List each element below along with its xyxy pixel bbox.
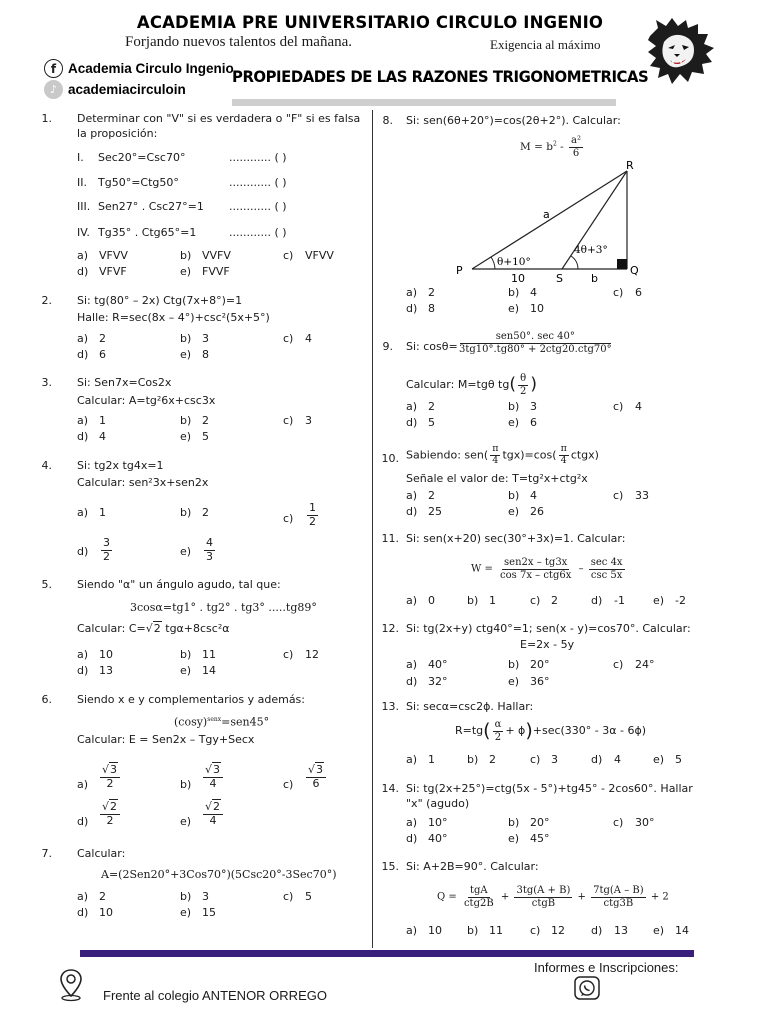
fraction-denominator: ctg2B bbox=[463, 897, 494, 909]
question-text: Si: sen(x+20) sec(30°+3x)=1. Calcular: bbox=[406, 532, 626, 545]
fraction-numerator: a² bbox=[571, 135, 581, 146]
calc-expression: tgα+8csc²α bbox=[165, 622, 230, 635]
option-value[interactable]: 1 bbox=[489, 594, 496, 607]
option-value[interactable]: 2 bbox=[551, 594, 558, 607]
fraction-numerator: tgA bbox=[469, 885, 488, 896]
option-letter: d) bbox=[591, 924, 603, 937]
option-value[interactable]: 40° bbox=[428, 832, 448, 845]
option-letter: a) bbox=[77, 414, 89, 427]
option-value[interactable]: 6 bbox=[635, 286, 642, 299]
option-value[interactable]: 14 bbox=[202, 664, 216, 677]
option-value[interactable]: 24° bbox=[635, 658, 655, 671]
equation: $M = b^2$ - $\frac{\text{a²}}{6}$ bbox=[520, 135, 581, 159]
option-value[interactable]: 2 bbox=[428, 400, 435, 413]
fraction-numerator: θ bbox=[520, 373, 527, 384]
option-value[interactable]: 4 bbox=[635, 400, 642, 413]
option-letter: e) bbox=[180, 664, 192, 677]
option-letter: e) bbox=[508, 675, 520, 688]
fraction-denominator: 2 bbox=[309, 514, 316, 528]
radicand: 2 bbox=[153, 622, 161, 635]
option-value[interactable]: 10 bbox=[99, 906, 113, 919]
fraction-denominator: 3 bbox=[206, 549, 213, 563]
question-number: 3. bbox=[41, 376, 52, 389]
option-value[interactable]: 33 bbox=[635, 489, 649, 502]
question-text: Determinar con "V" si es verdadera o "F" si es falsa la proposición: bbox=[77, 112, 361, 140]
option-letter: e) bbox=[653, 753, 665, 766]
option-letter: d) bbox=[591, 753, 603, 766]
option-letter: c) bbox=[283, 648, 294, 661]
option-letter: d) bbox=[406, 416, 418, 429]
question-number: 14. bbox=[381, 782, 399, 795]
item-text: Sec20°=Csc70° bbox=[98, 151, 186, 164]
radicand: 2 bbox=[110, 800, 118, 813]
fraction-numerator: 1 bbox=[309, 501, 316, 514]
equation bbox=[174, 712, 269, 730]
equation bbox=[471, 557, 627, 581]
option-letter: e) bbox=[180, 430, 192, 443]
question-text bbox=[406, 444, 599, 467]
option-letter: a) bbox=[406, 489, 418, 502]
fraction-numerator: 4 bbox=[206, 536, 213, 549]
question-number: 7. bbox=[41, 847, 52, 860]
item-blank[interactable]: ............ ( ) bbox=[229, 151, 287, 164]
question-text: Señale el valor de: T=tg²x+ctg²x bbox=[406, 472, 588, 485]
option-letter: a) bbox=[406, 594, 418, 607]
fraction-numerator: sec 4x bbox=[590, 557, 623, 568]
question-number: 15. bbox=[381, 860, 399, 873]
option-letter: c) bbox=[530, 924, 541, 937]
option-value[interactable]: 2 bbox=[489, 753, 496, 766]
option-letter: d) bbox=[591, 594, 603, 607]
question-text: Siendo x e y complementarios y además: bbox=[77, 693, 305, 706]
option-value[interactable]: 12 bbox=[551, 924, 565, 937]
option-value[interactable]: 36° bbox=[530, 675, 550, 688]
option-value[interactable]: -1 bbox=[614, 594, 625, 607]
option-value[interactable]: 1 bbox=[428, 753, 435, 766]
option-value[interactable]: 3 bbox=[551, 753, 558, 766]
fraction-denominator: 6 bbox=[312, 776, 320, 790]
angle-4theta-label: 4θ+3° bbox=[574, 244, 608, 256]
option-value[interactable]: 1 bbox=[99, 506, 106, 519]
calc-label: Calcular: M=tgθ tg bbox=[406, 378, 510, 391]
option-value[interactable]: 3 bbox=[202, 332, 209, 345]
option-letter: c) bbox=[613, 286, 624, 299]
equation-tail: + 2 bbox=[650, 891, 669, 903]
option-value[interactable]: 5 bbox=[428, 416, 435, 429]
equation bbox=[437, 885, 669, 909]
equation-exponent: senx bbox=[207, 716, 222, 723]
option-value[interactable]: 4 bbox=[305, 332, 312, 345]
option-value[interactable]: 20° bbox=[530, 658, 550, 671]
option-letter: d) bbox=[77, 348, 89, 361]
item-label: I. bbox=[77, 151, 84, 164]
question-text: Si: tg(2x+y) ctg40°=1; sen(x - y)=cos70°. Calcular: bbox=[406, 622, 691, 635]
option-letter: b) bbox=[508, 489, 520, 502]
question-text: Calcular: A=tg²6x+csc3x bbox=[77, 394, 216, 407]
tiktok-handle: academiacirculoin bbox=[68, 82, 186, 97]
column-divider bbox=[372, 110, 373, 948]
equation-lhs: R=tg bbox=[455, 724, 484, 737]
radicand: 2 bbox=[213, 800, 221, 813]
option-letter: c) bbox=[613, 658, 624, 671]
tiktok-icon: ♪ bbox=[44, 80, 63, 99]
fraction-numerator: 3tg(A + B) bbox=[516, 885, 571, 896]
option-value[interactable]: 45° bbox=[530, 832, 550, 845]
option-value[interactable]: 8 bbox=[428, 302, 435, 315]
option-value[interactable]: 4 bbox=[614, 753, 621, 766]
fraction-denominator: ctgB bbox=[531, 897, 556, 909]
equation: E=2x - 5y bbox=[520, 638, 575, 651]
option-letter: a) bbox=[406, 816, 418, 829]
calc-label: Calcular: C= bbox=[77, 622, 146, 635]
option-letter: c) bbox=[283, 890, 294, 903]
radicand: 3 bbox=[213, 763, 221, 776]
question-text: Calcular: E = Sen2x – Tgy+Secx bbox=[77, 733, 255, 746]
option-letter: a) bbox=[77, 648, 89, 661]
option-letter: c) bbox=[530, 594, 541, 607]
option-letter: b) bbox=[467, 924, 479, 937]
item-text: Tg50°=Ctg50° bbox=[98, 176, 179, 189]
option-letter: a) bbox=[77, 890, 89, 903]
option-value[interactable]: 26 bbox=[530, 505, 544, 518]
text-part: tgx)=cos( bbox=[502, 448, 557, 462]
option-letter: a) bbox=[77, 332, 89, 345]
question-text: Si: sen(6θ+20°)=cos(2θ+2°). Calcular: bbox=[406, 114, 621, 127]
whatsapp-icon[interactable] bbox=[574, 976, 600, 1003]
option-letter: d) bbox=[77, 906, 89, 919]
academy-title: ACADEMIA PRE UNIVERSITARIO CIRCULO INGENIO bbox=[136, 13, 604, 32]
option-value[interactable]: 5 bbox=[305, 890, 312, 903]
fraction-numerator: π bbox=[492, 443, 499, 454]
text-part: Sabiendo: sen( bbox=[406, 448, 489, 462]
address: Frente al colegio ANTENOR ORREGO bbox=[103, 988, 327, 1003]
vertex-P: P bbox=[456, 264, 463, 277]
vertex-S: S bbox=[556, 272, 563, 283]
question-number: 10. bbox=[381, 452, 399, 465]
option-letter: e) bbox=[180, 348, 192, 361]
item-blank[interactable]: ............ ( ) bbox=[229, 226, 287, 239]
fraction-denominator: 4 bbox=[560, 454, 567, 466]
option-value[interactable]: 4 bbox=[99, 430, 106, 443]
question-number: 1. bbox=[41, 112, 52, 125]
option-letter: d) bbox=[77, 265, 89, 278]
fraction-denominator: 6 bbox=[572, 147, 580, 159]
option-letter: e) bbox=[508, 832, 520, 845]
radicand: 3 bbox=[110, 763, 118, 776]
option-value[interactable]: 10 bbox=[99, 648, 113, 661]
question-text: Si: A+2B=90°. Calcular: bbox=[406, 860, 539, 873]
option-value[interactable]: 13 bbox=[614, 924, 628, 937]
question-text: Si: Sen7x=Cos2x bbox=[77, 376, 172, 389]
option-value[interactable]: 14 bbox=[675, 924, 689, 937]
question-number: 13. bbox=[381, 700, 399, 713]
option-letter: b) bbox=[180, 506, 192, 519]
option-letter: d) bbox=[77, 545, 89, 558]
equation: A=(2Sen20°+3Cos70°)(5Csc20°-3Sec70°) bbox=[101, 868, 337, 881]
option-value[interactable]: 4 bbox=[530, 489, 537, 502]
option-value[interactable]: $\frac{√2}{2}$ bbox=[98, 801, 122, 827]
question-text: Siendo "α" un ángulo agudo, tal que: bbox=[77, 578, 281, 591]
option-value[interactable]: 8 bbox=[202, 348, 209, 361]
option-value[interactable]: $\frac{√3}{2}$ bbox=[98, 764, 122, 790]
option-value[interactable]: 6 bbox=[530, 416, 537, 429]
location-icon bbox=[58, 968, 84, 1005]
page-title: PROPIEDADES DE LAS RAZONES TRIGONOMETRICAS bbox=[232, 67, 649, 86]
option-letter: b) bbox=[508, 816, 520, 829]
fraction-denominator: 3tg10°.tg80° + 2ctg20.ctg70° bbox=[459, 343, 612, 355]
option-letter: b) bbox=[180, 890, 192, 903]
fraction-denominator: ctg3B bbox=[603, 897, 634, 909]
option-value[interactable]: $\frac{√2}{4}$ bbox=[201, 801, 225, 827]
option-letter: e) bbox=[508, 302, 520, 315]
option-value[interactable]: 3 bbox=[202, 890, 209, 903]
option-value[interactable]: 15 bbox=[202, 906, 216, 919]
question-number: 12. bbox=[381, 622, 399, 635]
fraction-numerator: sen50°. sec 40° bbox=[460, 331, 611, 344]
option-value[interactable]: 5 bbox=[202, 430, 209, 443]
option-value[interactable]: 5 bbox=[675, 753, 682, 766]
facebook-icon: f bbox=[44, 59, 63, 78]
option-letter: e) bbox=[653, 594, 665, 607]
option-value[interactable]: -2 bbox=[675, 594, 686, 607]
option-letter: e) bbox=[508, 505, 520, 518]
side-a: a bbox=[543, 208, 550, 221]
option-value[interactable]: 0 bbox=[428, 594, 435, 607]
text-part: ctgx) bbox=[570, 448, 599, 462]
option-value[interactable]: 2 bbox=[99, 332, 106, 345]
option-letter: c) bbox=[613, 489, 624, 502]
sqrt-symbol: √ bbox=[145, 622, 153, 635]
fraction-numerator: 3 bbox=[103, 536, 110, 549]
option-letter: e) bbox=[508, 416, 520, 429]
option-letter: a) bbox=[77, 249, 89, 262]
option-value[interactable]: 2 bbox=[428, 489, 435, 502]
option-letter: a) bbox=[406, 658, 418, 671]
option-value[interactable]: 3 bbox=[305, 414, 312, 427]
option-value[interactable]: 1 bbox=[99, 414, 106, 427]
item-label: IV. bbox=[77, 226, 90, 239]
option-value[interactable]: FVVF bbox=[202, 265, 230, 278]
item-text: Tg35° . Ctg65°=1 bbox=[98, 226, 197, 239]
item-text: Sen27° . Csc27°=1 bbox=[98, 200, 204, 213]
fraction-denominator: 2 bbox=[494, 731, 502, 743]
option-value[interactable]: 12 bbox=[305, 648, 319, 661]
equation-op: - bbox=[556, 141, 568, 153]
option-value[interactable] bbox=[99, 537, 114, 563]
option-letter: b) bbox=[180, 778, 192, 791]
option-value[interactable]: $\frac{√3}{4}$ bbox=[201, 764, 225, 790]
fraction-numerator: sen2x – tg3x bbox=[504, 557, 568, 568]
option-letter: b) bbox=[508, 400, 520, 413]
fraction-denominator: 2 bbox=[103, 549, 110, 563]
option-letter: e) bbox=[180, 265, 192, 278]
triangle-figure bbox=[455, 161, 655, 283]
option-value[interactable]: 10 bbox=[530, 302, 544, 315]
fraction-denominator: cos 7x – ctg6x bbox=[500, 569, 572, 581]
question-text: Si: tg(80° – 2x) Ctg(7x+8°)=1 bbox=[77, 294, 243, 307]
question-text bbox=[77, 621, 230, 636]
option-letter: a) bbox=[406, 400, 418, 413]
fraction-denominator: 4 bbox=[209, 776, 217, 790]
option-value[interactable]: 2 bbox=[99, 890, 106, 903]
vertex-Q: Q bbox=[630, 264, 639, 277]
question-number: 11. bbox=[381, 532, 399, 545]
option-value[interactable] bbox=[305, 502, 320, 528]
option-letter: e) bbox=[180, 545, 192, 558]
tiktok-row[interactable] bbox=[44, 80, 186, 99]
minus-sign: – bbox=[578, 563, 584, 575]
facebook-handle: Academia Circulo Ingenio bbox=[68, 61, 234, 76]
option-letter: a) bbox=[406, 286, 418, 299]
question-text: Halle: R=sec(8x – 4°)+csc²(5x+5°) bbox=[77, 311, 270, 324]
fraction-denominator: 2 bbox=[106, 813, 114, 827]
option-letter: c) bbox=[613, 816, 624, 829]
info-label: Informes e Inscripciones: bbox=[534, 960, 679, 975]
vertex-R: R bbox=[626, 161, 634, 172]
lion-logo bbox=[642, 14, 720, 95]
angle-theta-label: θ+10° bbox=[497, 256, 531, 268]
option-letter: b) bbox=[508, 658, 520, 671]
item-blank[interactable]: ............ ( ) bbox=[229, 200, 287, 213]
question-text: Calcular: M=tgθ tg( $\frac{\theta}{2}$ ) bbox=[406, 373, 538, 397]
option-letter: c) bbox=[283, 249, 294, 262]
option-value[interactable]: VFVV bbox=[305, 249, 334, 262]
option-value[interactable]: 11 bbox=[202, 648, 216, 661]
item-label: III. bbox=[77, 200, 91, 213]
option-letter: c) bbox=[613, 400, 624, 413]
question-number: 8. bbox=[382, 114, 393, 127]
fraction-numerator: α bbox=[494, 719, 502, 730]
equation-lhs: Q = bbox=[437, 891, 457, 903]
option-letter: c) bbox=[283, 414, 294, 427]
question-number: 5. bbox=[41, 578, 52, 591]
fraction-numerator: π bbox=[560, 443, 567, 454]
option-value[interactable]: 10° bbox=[428, 816, 448, 829]
fraction-denominator: 2 bbox=[106, 776, 114, 790]
option-letter: e) bbox=[653, 924, 665, 937]
option-letter: a) bbox=[406, 924, 418, 937]
equation-rhs: =sen45° bbox=[221, 715, 270, 729]
fraction-denominator: 2 bbox=[520, 385, 527, 397]
option-letter: b) bbox=[180, 249, 192, 262]
question-text: "x" (agudo) bbox=[406, 797, 470, 810]
question-number: 6. bbox=[41, 693, 52, 706]
option-value[interactable]: 10 bbox=[428, 924, 442, 937]
option-letter: c) bbox=[283, 332, 294, 345]
question-text: Si: tg2x tg4x=1 bbox=[77, 459, 164, 472]
option-letter: d) bbox=[77, 664, 89, 677]
side-b: b bbox=[591, 272, 598, 283]
option-letter: d) bbox=[77, 815, 89, 828]
question-number: 4. bbox=[41, 459, 52, 472]
header-bar bbox=[232, 99, 616, 106]
fraction-numerator: 7tg(A – B) bbox=[593, 885, 644, 896]
equation-base: (cosy) bbox=[174, 715, 208, 729]
option-value[interactable]: 2 bbox=[202, 506, 209, 519]
option-value[interactable]: VFVF bbox=[99, 265, 127, 278]
plus-sign: + bbox=[500, 891, 510, 903]
option-value[interactable]: 2 bbox=[202, 414, 209, 427]
option-value[interactable]: 40° bbox=[428, 658, 448, 671]
question-number: 9. bbox=[382, 340, 393, 353]
footer-bar bbox=[80, 950, 694, 957]
option-letter: c) bbox=[283, 512, 294, 525]
fraction-denominator: 4 bbox=[492, 454, 499, 466]
option-letter: e) bbox=[180, 906, 192, 919]
option-letter: b) bbox=[180, 332, 192, 345]
option-value[interactable]: 6 bbox=[99, 348, 106, 361]
side-10: 10 bbox=[511, 272, 525, 283]
option-value[interactable]: 4 bbox=[530, 286, 537, 299]
option-value[interactable]: 13 bbox=[99, 664, 113, 677]
option-value[interactable] bbox=[202, 537, 217, 563]
equation-part: +sec(330° - 3α - 6ϕ) bbox=[532, 724, 647, 737]
option-letter: b) bbox=[467, 753, 479, 766]
motto: Exigencia al máximo bbox=[490, 37, 601, 52]
equation: 3cosα=tg1° . tg2° . tg3° .....tg89° bbox=[130, 601, 317, 614]
option-value[interactable]: 2 bbox=[428, 286, 435, 299]
option-letter: b) bbox=[467, 594, 479, 607]
equation-lhs: M = b bbox=[520, 141, 553, 153]
radicand: 3 bbox=[316, 763, 324, 776]
item-blank[interactable]: ............ ( ) bbox=[229, 176, 287, 189]
equation bbox=[455, 331, 616, 355]
option-value[interactable]: 25 bbox=[428, 505, 442, 518]
facebook-row[interactable] bbox=[44, 59, 234, 78]
question-text: Si: cosθ= bbox=[406, 340, 458, 353]
option-letter: a) bbox=[77, 506, 89, 519]
option-letter: d) bbox=[406, 832, 418, 845]
question-text: Calcular: bbox=[77, 847, 126, 860]
option-letter: c) bbox=[530, 753, 541, 766]
question-number: 2. bbox=[41, 294, 52, 307]
option-letter: b) bbox=[180, 648, 192, 661]
question-text: Calcular: sen²3x+sen2x bbox=[77, 476, 209, 489]
option-letter: d) bbox=[406, 505, 418, 518]
option-value[interactable]: VVFV bbox=[202, 249, 231, 262]
option-value[interactable]: 3 bbox=[530, 400, 537, 413]
option-letter: e) bbox=[180, 815, 192, 828]
option-letter: d) bbox=[77, 430, 89, 443]
option-letter: b) bbox=[508, 286, 520, 299]
item-label: II. bbox=[77, 176, 87, 189]
equation-lhs: W = bbox=[471, 563, 493, 575]
option-value[interactable]: 20° bbox=[530, 816, 550, 829]
option-letter: c) bbox=[283, 778, 294, 791]
question-text: Si: secα=csc2ϕ. Hallar: bbox=[406, 700, 534, 713]
option-letter: a) bbox=[406, 753, 418, 766]
option-letter: a) bbox=[77, 778, 89, 791]
equation-part: + ϕ bbox=[505, 724, 526, 737]
option-value[interactable]: 30° bbox=[635, 816, 655, 829]
option-letter: d) bbox=[406, 302, 418, 315]
option-letter: d) bbox=[406, 675, 418, 688]
option-value[interactable]: VFVV bbox=[99, 249, 128, 262]
option-value[interactable]: 11 bbox=[489, 924, 503, 937]
fraction-denominator: 4 bbox=[209, 813, 217, 827]
option-value[interactable]: 32° bbox=[428, 675, 448, 688]
slogan: Forjando nuevos talentos del mañana. bbox=[125, 34, 353, 50]
fraction-denominator: csc 5x bbox=[590, 569, 623, 581]
equation: R=tg( $\frac{\alpha}{2}$ + ϕ)+sec(330° - 3α - 6ϕ) bbox=[455, 719, 647, 743]
option-value[interactable]: $\frac{√3}{6}$ bbox=[304, 764, 328, 790]
option-letter: b) bbox=[180, 414, 192, 427]
question-text: Si: tg(2x+25°)=ctg(5x - 5°)+tg45° - 2cos60°. Hallar bbox=[406, 782, 693, 795]
plus-sign: + bbox=[577, 891, 586, 903]
